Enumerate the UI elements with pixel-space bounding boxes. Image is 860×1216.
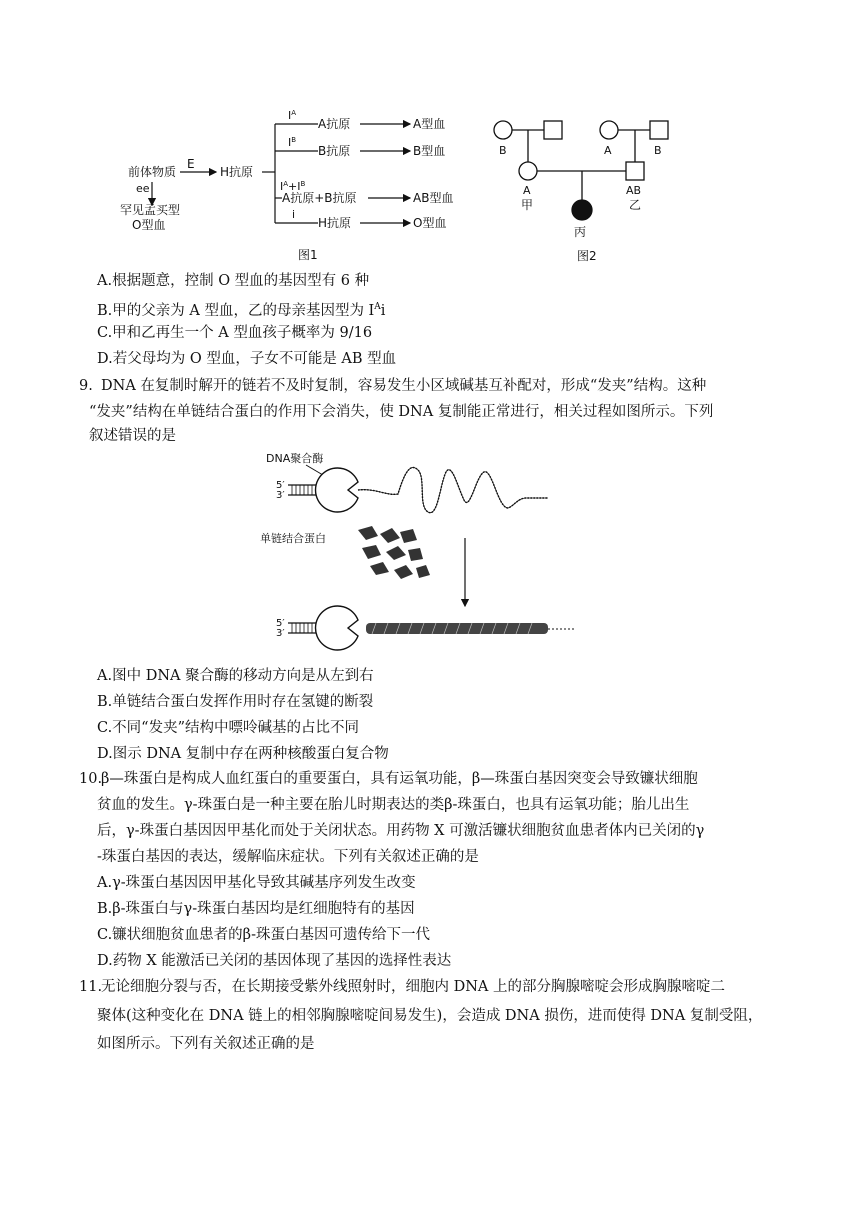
q11-stem-line2: 聚体(这种变化在 DNA 链上的相邻胸腺嘧啶间易发生)，会造成 DNA 损伤，进而使得 DNA 复制受阻，	[97, 1008, 763, 1024]
q10-option-b: B.β-珠蛋白与γ-珠蛋白基因均是红细胞特有的基因	[97, 901, 415, 917]
fig1-precursor: 前体物质	[128, 165, 177, 179]
pedigree-bing-name: 丙	[574, 225, 587, 239]
q9-option-b: B.单链结合蛋白发挥作用时存在氢键的断裂	[97, 694, 374, 710]
fig-polymerase-label: DNA聚合酶	[266, 452, 324, 465]
pedigree-right-grandfather	[650, 121, 668, 139]
svg-text:5′: 5′	[276, 480, 285, 491]
q9-number: 9.	[79, 378, 93, 394]
pedigree-right-grandmother	[600, 121, 618, 139]
q9-option-a: A.图中 DNA 聚合酶的移动方向是从左到右	[97, 668, 374, 684]
q10-option-a: A.γ-珠蛋白基因因甲基化导致其碱基序列发生改变	[97, 875, 416, 891]
coated-single-strand	[366, 623, 548, 634]
fig1-br2-blood: B型血	[413, 144, 446, 158]
q9-stem-line1: DNA 在复制时解开的链若不及时复制，容易发生小区域碱基互补配对，形成“发夹”结构。这种	[101, 378, 707, 394]
fig1-br4-antigen: H抗原	[318, 216, 352, 230]
svg-text:3′: 3′	[276, 628, 285, 639]
fig1-rare-line1: 罕见孟买型	[120, 203, 181, 217]
q9-option-c: C.不同“发夹”结构中嘌呤碱基的占比不同	[97, 720, 360, 736]
pedigree-gp-right-b: B	[654, 144, 662, 157]
q10-number: 10.	[79, 771, 103, 787]
figure-1-blood-type-pathway	[110, 110, 480, 265]
fig1-br1-blood: A型血	[413, 117, 446, 131]
fig1-gene-ee: ee	[136, 182, 150, 195]
fig1-caption: 图1	[298, 248, 318, 262]
fig1-br1-antigen: A抗原	[318, 117, 351, 131]
q11-number: 11.	[79, 979, 103, 995]
fig2-caption: 图2	[577, 249, 597, 263]
pedigree-yi-type: AB	[626, 184, 642, 197]
figure-dna-hairpin	[258, 448, 578, 660]
fig1-br3-gene: $I^A+I^B$	[280, 180, 306, 193]
q10-stem-line3: 后，γ-珠蛋白基因因甲基化而处于关闭状态。用药物 X 可激活镰状细胞贫血患者体内已关闭的γ	[97, 823, 705, 839]
pedigree-jia-name: 甲	[521, 198, 534, 212]
ssb-protein-cluster	[358, 526, 430, 579]
figure-2-pedigree	[485, 112, 685, 267]
pedigree-gp-left-b: B	[499, 144, 507, 157]
q11-stem-line3: 如图所示。下列有关叙述正确的是	[97, 1036, 315, 1052]
q8-option-d: D.若父母均为 O 型血，子女不可能是 AB 型血	[97, 351, 397, 367]
pedigree-bing	[572, 200, 592, 220]
dna-polymerase-top	[316, 468, 358, 512]
fig1-br2-antigen: B抗原	[318, 144, 351, 158]
q10-stem-line2: 贫血的发生。γ-珠蛋白是一种主要在胎儿时期表达的类β-珠蛋白，也具有运氧功能；胎儿出生	[97, 797, 690, 813]
pedigree-jia-type: A	[523, 184, 531, 197]
fig1-br3-antigen: A抗原+B抗原	[282, 191, 357, 205]
fig1-br1-gene: $I^A$	[288, 110, 297, 122]
fig1-gene-E: E	[187, 157, 195, 171]
q10-option-d: D.药物 X 能激活已关闭的基因体现了基因的选择性表达	[97, 953, 452, 969]
pedigree-yi-name: 乙	[629, 198, 642, 212]
fig1-rare-line2: O型血	[132, 218, 166, 232]
q8-option-b: B.甲的父亲为 A 型血，乙的母亲基因型为 $I^Ai$	[97, 302, 386, 319]
q8-option-c: C.甲和乙再生一个 A 型血孩子概率为 9/16	[97, 325, 373, 341]
q9-option-d: D.图示 DNA 复制中存在两种核酸蛋白复合物	[97, 746, 389, 762]
fig1-h-antigen: H抗原	[220, 165, 254, 179]
pedigree-left-grandmother	[494, 121, 512, 139]
q10-stem-line4: -珠蛋白基因的表达，缓解临床症状。下列有关叙述正确的是	[97, 849, 479, 865]
fig1-br4-gene: i	[292, 208, 296, 221]
pedigree-jia	[519, 162, 537, 180]
fig1-br2-gene: $I^B$	[288, 136, 297, 149]
q11-stem-line1: 无论细胞分裂与否，在长期接受紫外线照射时，细胞内 DNA 上的部分胸腺嘧啶会形成胸腺嘧啶二	[101, 979, 725, 995]
q8-option-a: A.根据题意，控制 O 型血的基因型有 6 种	[97, 273, 370, 289]
pedigree-left-grandfather	[544, 121, 562, 139]
q9-stem-line3: 叙述错误的是	[89, 428, 176, 444]
q10-option-c: C.镰状细胞贫血患者的β-珠蛋白基因可遗传给下一代	[97, 927, 430, 943]
svg-text:5′: 5′	[276, 618, 285, 629]
fig1-br3-blood: AB型血	[413, 191, 454, 205]
fig1-br4-blood: O型血	[413, 216, 447, 230]
pedigree-yi	[626, 162, 644, 180]
svg-text:3′: 3′	[276, 490, 285, 501]
dna-polymerase-bottom	[316, 606, 358, 650]
q9-stem-line2: “发夹”结构在单链结合蛋白的作用下会消失，使 DNA 复制能正常进行，相关过程如图所示。下列	[89, 404, 714, 420]
fig-ssb-label: 单链结合蛋白	[260, 532, 326, 545]
q10-stem-line1: β—珠蛋白是构成人血红蛋白的重要蛋白，具有运氧功能，β—珠蛋白基因突变会导致镰状细胞	[101, 771, 698, 787]
pedigree-gp-right-a: A	[604, 144, 612, 157]
